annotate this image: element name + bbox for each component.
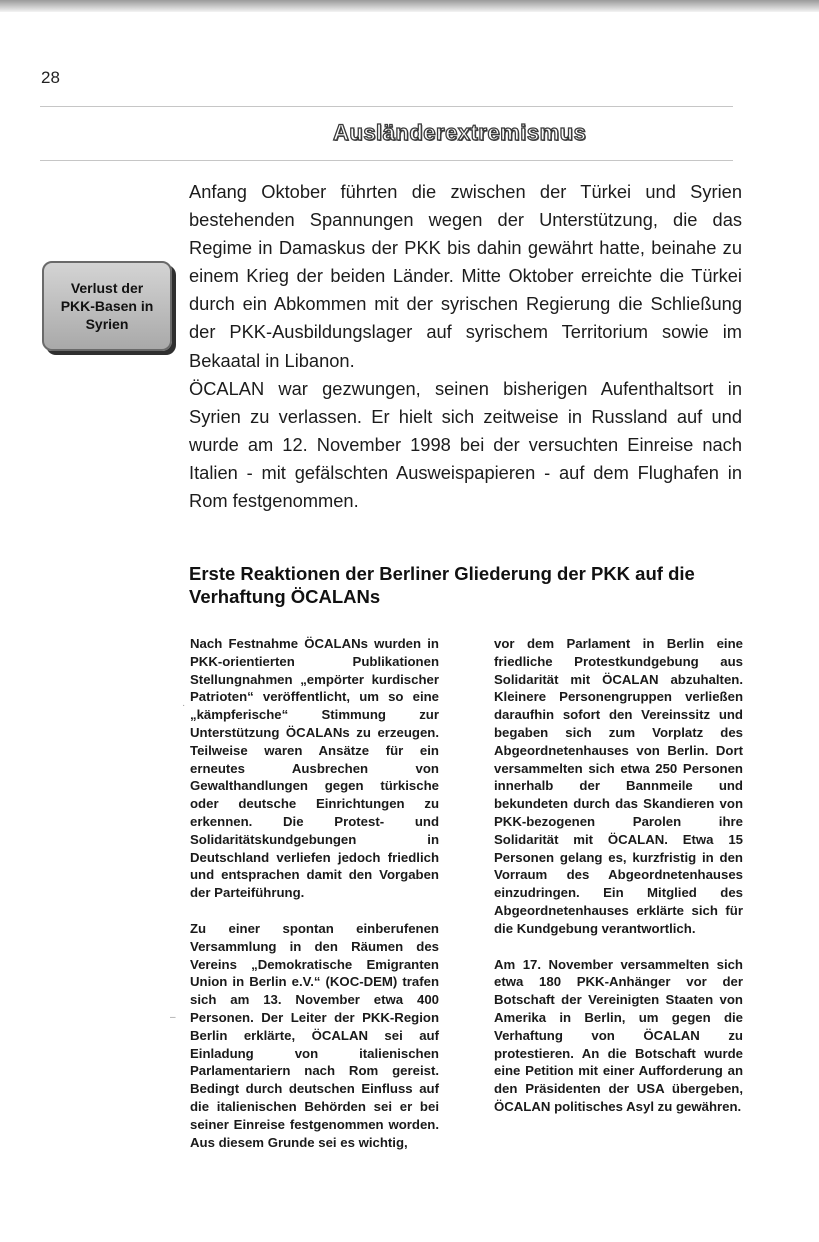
scan-speck: · <box>182 700 186 711</box>
left-column <box>190 635 439 1169</box>
scan-top-edge <box>0 0 819 12</box>
intro-paragraph: ÖCALAN war gezwungen, seinen bisherigen Aufenthaltsort in Syrien zu verlassen. Er hielt sich zeitweise in Russland auf und wurde am 12. November 1998 bei der versuchten Einreise nach Italien - mit gefälschten Ausweispapieren - auf dem Flughafen in Rom festgenommen. <box>189 377 742 512</box>
intro-paragraph: Anfang Oktober führten die zwischen der Türkei und Syrien bestehenden Spannungen wegen der Unterstützung, die das Regime in Damaskus der PKK bis dahin gewährt hatte, beinahe zu einem Krieg der beiden Länder. Mitte Oktober erreichte die Türkei durch ein Abkommen mit der syrischen Regierung die Schließung der PKK-Ausbildungslager auf syrischem Territorium sowie im Bekaatal in Libanon. <box>189 181 742 371</box>
column-paragraph: Zu einer spontan einberufenen Versammlung in den Räumen des Vereins „Demokratische Emigranten Union in Berlin e.V.“ (KOC-DEM) trafen sich am 13. November etwa 400 Personen. Der Leiter der PKK-Region Berlin erklärte, ÖCALAN sei auf Einladung von italienischen Parlamentariern nach Rom gereist. Bedingt durch deutschen Einfluss auf die italienischen Behörden sei er bei seiner Einreise festgenommen worden. Aus diesem Grunde sei es wichtig, <box>190 920 439 1150</box>
intro-text <box>189 178 742 515</box>
column-paragraph: Am 17. November versammelten sich etwa 180 PKK-Anhänger vor der Botschaft der Vereinigten Staaten von Amerika in Berlin, um gegen die Verhaftung von ÖCALAN zu protestieren. An die Botschaft wurde eine Petition mit einer Aufforderung an den Präsidenten der USA übergeben, ÖCALAN politisches Asyl zu gewähren. <box>494 956 743 1114</box>
header-rule-top <box>40 106 733 107</box>
scan-dash: – <box>170 1012 176 1023</box>
section-heading: Erste Reaktionen der Berliner Gliederung der PKK auf die Verhaftung ÖCALANs <box>189 563 695 607</box>
column-paragraph: Nach Festnahme ÖCALANs wurden in PKK-orientierten Publikationen Stellungnahmen „empörter kurdischer Patrioten“ veröffentlicht, um so eine „kämpferische“ Stimmung zur Unterstützung ÖCALANs zu erzeugen. Teilweise waren Ansätze für ein erneutes Ausbrechen von Gewalthandlungen gegen türkische oder deutsche Einrichtungen zu erkennen. Die Protest- und Solidaritätskundgebungen in Deutschland verliefen jedoch friedlich und entsprachen damit den Vorgaben der Parteiführung. <box>190 636 439 901</box>
page-number: 28 <box>41 68 60 87</box>
header-rule-bottom <box>40 160 733 161</box>
column-paragraph: vor dem Parlament in Berlin eine friedliche Protestkundgebung aus Solidarität mit ÖCALAN abzuhalten. Kleinere Personengruppen verließen daraufhin sofort den Vereinssitz und begaben sich zum Vorplatz des Abgeordnetenhauses von Berlin. Dort versammelten sich etwa 250 Personen innerhalb der Bannmeile und bekundeten durch das Skandieren von PKK-bezogenen Parolen ihre Solidarität mit ÖCALAN. Etwa 15 Personen gelang es, kurzfristig in den Vorraum des Abgeordnetenhauses einzudringen. Ein Mitglied des Abgeordnetenhauses erklärte sich für die Kundgebung verantwortlich. <box>494 636 743 936</box>
margin-note-box <box>42 261 172 351</box>
right-column <box>494 635 743 1134</box>
margin-note-label: Verlust der PKK-Basen in Syrien <box>60 280 154 332</box>
chapter-header-title: Ausländerextremismus <box>333 120 587 145</box>
